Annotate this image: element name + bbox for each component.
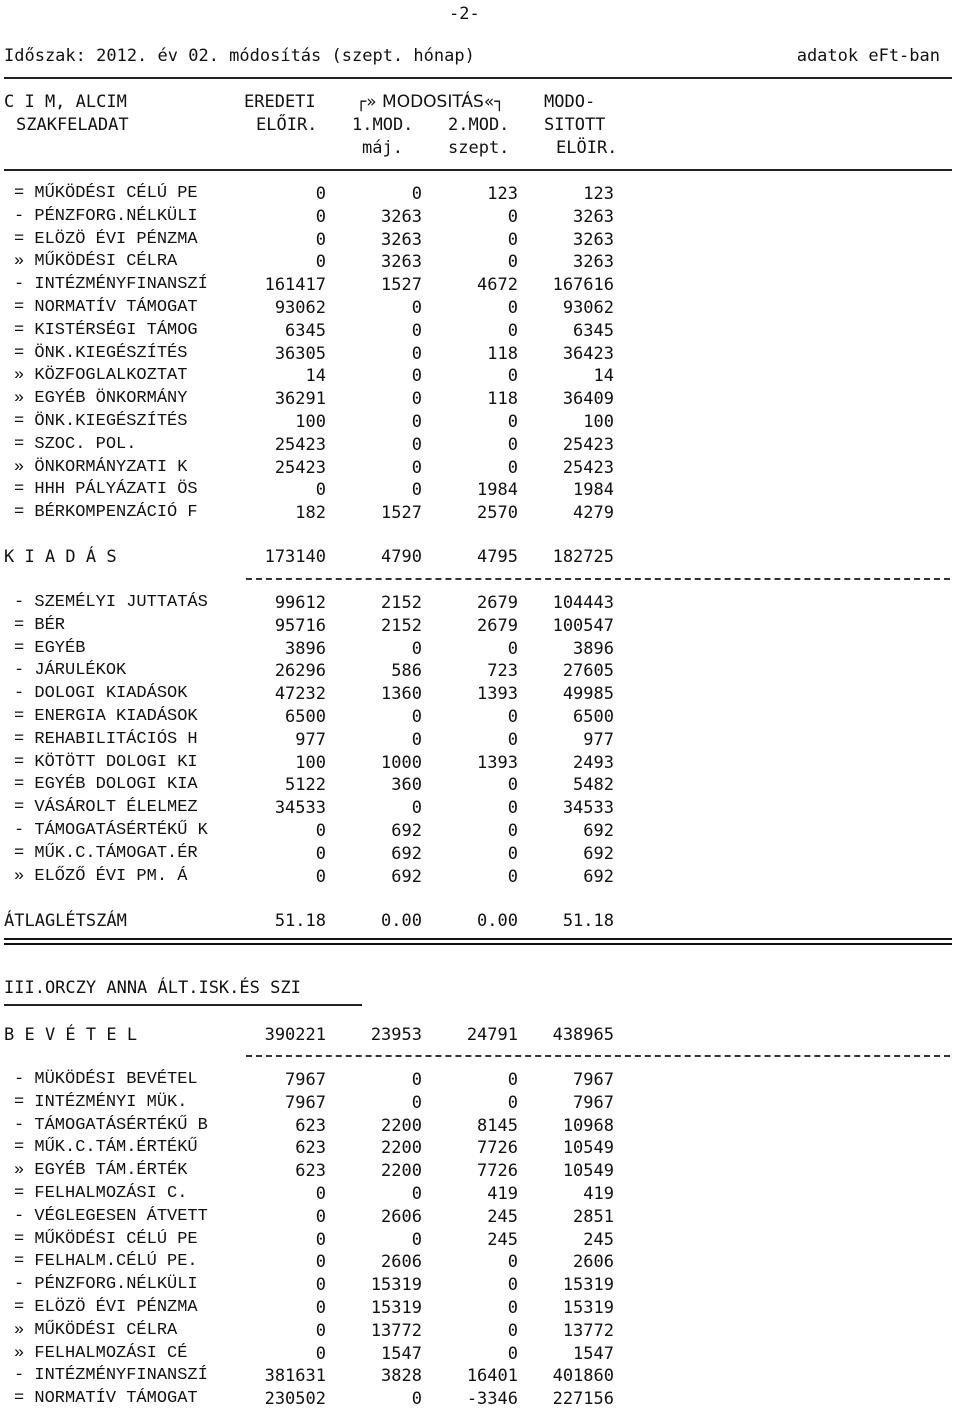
row-eredeti: 93062 <box>274 298 326 318</box>
row-modositott: 692 <box>583 866 614 887</box>
row-label: = ENERGIA KIADÁSOK <box>14 707 198 726</box>
row-mod2: 245 <box>487 1206 518 1227</box>
row-mod1: 3263 <box>381 252 422 273</box>
row-mod2: 723 <box>487 661 518 682</box>
header-modo: MODO- <box>544 92 596 112</box>
row-label: = BÉR <box>14 615 66 635</box>
header-szakfeladat: SZAKFELADAT <box>16 115 129 135</box>
row-eredeti: 0 <box>315 252 326 273</box>
row-mod1: 360 <box>391 775 422 796</box>
row-eredeti: 25423 <box>274 457 326 478</box>
row-mod2: 0 <box>507 821 518 841</box>
row-mod1: 0 <box>411 412 422 432</box>
table-row <box>0 1229 960 1251</box>
row-eredeti: 6500 <box>285 707 326 727</box>
row-mod2: 1984 <box>477 480 518 501</box>
row-modositott: 15319 <box>562 1298 614 1318</box>
header-rule <box>4 169 952 171</box>
row-mod1: 0 <box>411 1389 422 1410</box>
row-modositott: 7967 <box>573 1070 614 1090</box>
row-label: » FELHALMOZÁSI CÉ <box>14 1343 188 1363</box>
atlag-mod1: 0.00 <box>381 911 422 931</box>
row-label: - INTÉZMÉNYFINANSZÍ <box>14 275 208 295</box>
row-mod2: 0 <box>507 366 518 387</box>
row-eredeti: 623 <box>295 1161 326 1182</box>
row-mod2: 123 <box>487 184 518 204</box>
header-eloir: ELŐIR. <box>256 115 318 135</box>
row-label: = VÁSÁROLT ÉLELMEZ <box>14 798 198 818</box>
kiadas-row <box>0 546 960 568</box>
row-eredeti: 0 <box>315 1320 326 1341</box>
section2-title: III.ORCZY ANNA ÁLT.ISK.ÉS SZI <box>4 978 301 998</box>
row-label: = KÖTÖTT DOLOGI KI <box>14 752 198 772</box>
row-eredeti: 100 <box>295 412 326 432</box>
header-eloir-2: ELÖIR. <box>556 138 618 158</box>
row-label: = FELHALMOZÁSI C. <box>14 1184 188 1203</box>
row-label: » EGYÉB ÖNKORMÁNY <box>14 389 188 409</box>
row-mod2: 0 <box>507 1252 518 1273</box>
row-mod1: 1360 <box>381 684 422 705</box>
table-row <box>0 1160 960 1182</box>
table-row <box>0 866 960 888</box>
row-modositott: 2606 <box>573 1252 614 1273</box>
table-row <box>0 274 960 296</box>
row-mod2: 8145 <box>477 1115 518 1136</box>
row-eredeti: 0 <box>315 184 326 204</box>
row-label: - MÜKÖDÉSI BEVÉTEL <box>14 1070 198 1089</box>
row-eredeti: 36291 <box>274 389 326 410</box>
table-row <box>0 820 960 842</box>
row-eredeti: 0 <box>315 1343 326 1364</box>
row-label: = NORMATÍV TÁMOGAT <box>14 1389 198 1409</box>
table-row <box>0 365 960 387</box>
row-mod2: 2679 <box>477 593 518 613</box>
row-mod2: 0 <box>507 457 518 478</box>
kiadas-modositott: 182725 <box>552 547 614 567</box>
row-mod1: 2200 <box>381 1161 422 1182</box>
row-eredeti: 25423 <box>274 434 326 455</box>
row-mod2: 0 <box>507 729 518 750</box>
row-mod1: 15319 <box>370 1298 422 1318</box>
row-label: = BÉRKOMPENZÁCIÓ F <box>14 503 198 523</box>
row-label: = MŰK.C.TÁM.ÉRTÉKŰ <box>14 1138 198 1158</box>
double-rule <box>4 938 952 945</box>
row-mod1: 3263 <box>381 229 422 250</box>
row-label: = HHH PÁLYÁZATI ÖS <box>14 480 198 500</box>
row-eredeti: 0 <box>315 229 326 250</box>
row-mod1: 15319 <box>370 1275 422 1296</box>
row-mod1: 692 <box>391 821 422 841</box>
row-mod2: 0 <box>507 798 518 819</box>
row-mod2: 0 <box>507 843 518 864</box>
row-mod1: 0 <box>411 1229 422 1250</box>
row-modositott: 13772 <box>562 1320 614 1341</box>
row-mod1: 0 <box>411 320 422 341</box>
row-eredeti: 14 <box>305 366 326 387</box>
atlag-row <box>0 910 960 932</box>
row-eredeti: 230502 <box>264 1389 326 1410</box>
row-label: = SZOC. POL. <box>14 434 137 454</box>
row-label: = EGYÉB DOLOGI KIA <box>14 775 198 795</box>
row-label: = MŰK.C.TÁMOGAT.ÉR <box>14 843 198 863</box>
row-mod2: 0 <box>507 320 518 341</box>
header-mod1-month: máj. <box>362 138 403 158</box>
row-eredeti: 0 <box>315 843 326 864</box>
table-row <box>0 502 960 524</box>
row-mod1: 0 <box>411 457 422 478</box>
row-mod1: 0 <box>411 1184 422 1204</box>
header-mod2: 2.MOD. <box>448 115 510 135</box>
row-eredeti: 36305 <box>274 343 326 364</box>
row-mod2: 118 <box>487 389 518 410</box>
row-label: - TÁMOGATÁSÉRTÉKŰ K <box>14 821 208 840</box>
row-eredeti: 47232 <box>274 684 326 705</box>
row-mod1: 2606 <box>381 1252 422 1273</box>
atlag-eredeti: 51.18 <box>274 911 326 931</box>
table-row <box>0 457 960 479</box>
table-row <box>0 343 960 365</box>
table-row <box>0 592 960 614</box>
atlag-label: ÁTLAGLÉTSZÁM <box>4 911 127 931</box>
row-eredeti: 26296 <box>274 661 326 682</box>
row-eredeti: 0 <box>315 1229 326 1250</box>
row-mod2: 4672 <box>477 275 518 296</box>
row-mod1: 2200 <box>381 1115 422 1136</box>
row-mod1: 1547 <box>381 1343 422 1364</box>
row-eredeti: 0 <box>315 821 326 841</box>
row-mod1: 0 <box>411 1070 422 1090</box>
row-eredeti: 99612 <box>274 593 326 613</box>
bevetel-label: B E V É T E L <box>4 1025 138 1045</box>
header-cim: C I M, ALCIM <box>4 92 127 112</box>
row-mod2: 1393 <box>477 684 518 705</box>
row-label: = ELÖZÖ ÉVI PÉNZMA <box>14 229 198 249</box>
row-label: = ÖNK.KIEGÉSZÍTÉS <box>14 412 188 431</box>
table-row <box>0 638 960 660</box>
row-mod1: 0 <box>411 638 422 659</box>
row-modositott: 100547 <box>552 615 614 636</box>
header-sitott: SITOTT <box>544 115 606 135</box>
table-row <box>0 752 960 774</box>
row-mod1: 0 <box>411 1092 422 1113</box>
row-eredeti: 0 <box>315 1184 326 1204</box>
row-mod2: 2570 <box>477 503 518 524</box>
row-modositott: 34533 <box>562 798 614 819</box>
row-mod1: 1000 <box>381 752 422 773</box>
row-modositott: 49985 <box>562 684 614 705</box>
row-eredeti: 0 <box>315 206 326 227</box>
row-eredeti: 381631 <box>264 1366 326 1387</box>
row-label: = ÖNK.KIEGÉSZÍTÉS <box>14 343 188 363</box>
header-mod2-month: szept. <box>448 138 510 158</box>
row-modositott: 1547 <box>573 1343 614 1364</box>
table-row <box>0 1297 960 1319</box>
table-row <box>0 797 960 819</box>
row-mod1: 3828 <box>381 1366 422 1387</box>
row-mod1: 1527 <box>381 275 422 296</box>
row-modositott: 14 <box>593 366 614 387</box>
row-modositott: 10549 <box>562 1138 614 1159</box>
row-modositott: 36423 <box>562 343 614 364</box>
row-mod1: 0 <box>411 389 422 410</box>
table-row <box>0 251 960 273</box>
row-label: = REHABILITÁCIÓS H <box>14 729 198 749</box>
row-eredeti: 977 <box>295 729 326 750</box>
row-mod1: 0 <box>411 343 422 364</box>
row-modositott: 2493 <box>573 752 614 773</box>
row-eredeti: 623 <box>295 1115 326 1136</box>
row-modositott: 10549 <box>562 1161 614 1182</box>
row-mod1: 0 <box>411 480 422 501</box>
row-mod2: 16401 <box>466 1366 518 1387</box>
row-modositott: 167616 <box>552 275 614 296</box>
row-mod1: 692 <box>391 866 422 887</box>
table-row <box>0 206 960 228</box>
table-row <box>0 1183 960 1205</box>
row-eredeti: 100 <box>295 752 326 773</box>
row-mod1: 3263 <box>381 206 422 227</box>
row-mod2: 0 <box>507 1320 518 1341</box>
row-mod2: 0 <box>507 866 518 887</box>
row-modositott: 27605 <box>562 661 614 682</box>
section2-underline <box>4 1004 362 1006</box>
table-row <box>0 434 960 456</box>
row-label: = FELHALM.CÉLÚ PE. <box>14 1252 198 1272</box>
table-row <box>0 388 960 410</box>
row-mod2: 419 <box>487 1184 518 1204</box>
row-mod2: 1393 <box>477 752 518 773</box>
row-eredeti: 623 <box>295 1138 326 1159</box>
row-eredeti: 0 <box>315 1252 326 1273</box>
row-mod2: 0 <box>507 1092 518 1113</box>
row-label: » MŰKÖDÉSI CÉLRA <box>14 1320 178 1340</box>
dashed-rule-1 <box>246 578 950 580</box>
row-mod2: 0 <box>507 434 518 455</box>
row-eredeti: 7967 <box>285 1092 326 1113</box>
row-modositott: 5482 <box>573 775 614 796</box>
table-row <box>0 411 960 433</box>
row-mod2: 0 <box>507 229 518 250</box>
row-mod2: 118 <box>487 343 518 364</box>
row-label: - DOLOGI KIADÁSOK <box>14 684 188 704</box>
row-label: = NORMATÍV TÁMOGAT <box>14 298 198 317</box>
row-label: = MŰKÖDÉSI CÉLÚ PE <box>14 184 198 203</box>
row-eredeti: 7967 <box>285 1070 326 1090</box>
row-eredeti: 182 <box>295 503 326 524</box>
row-modositott: 1984 <box>573 480 614 501</box>
row-eredeti: 6345 <box>285 320 326 341</box>
row-eredeti: 34533 <box>274 798 326 819</box>
row-eredeti: 0 <box>315 1206 326 1227</box>
bevetel-eredeti: 390221 <box>264 1025 326 1045</box>
row-label: » ELŐZŐ ÉVI PM. Á <box>14 866 188 886</box>
row-modositott: 36409 <box>562 389 614 410</box>
row-mod1: 0 <box>411 729 422 750</box>
row-mod1: 2606 <box>381 1206 422 1227</box>
row-mod1: 2200 <box>381 1138 422 1159</box>
row-modositott: 2851 <box>573 1206 614 1227</box>
row-eredeti: 95716 <box>274 615 326 636</box>
row-modositott: 401860 <box>552 1366 614 1387</box>
table-row <box>0 1343 960 1365</box>
row-mod1: 0 <box>411 298 422 318</box>
row-modositott: 25423 <box>562 434 614 455</box>
row-mod2: 0 <box>507 298 518 318</box>
row-mod2: 0 <box>507 638 518 659</box>
row-eredeti: 3896 <box>285 638 326 659</box>
row-modositott: 3896 <box>573 638 614 659</box>
table-row <box>0 774 960 796</box>
header-modositas: ┌» MODOSITÁS«┐ <box>356 92 505 112</box>
atlag-modositott: 51.18 <box>562 911 614 931</box>
row-modositott: 245 <box>583 1229 614 1250</box>
row-label: - PÉNZFORG.NÉLKÜLI <box>14 1275 198 1295</box>
table-row <box>0 1388 960 1410</box>
row-modositott: 227156 <box>552 1389 614 1410</box>
row-mod2: 0 <box>507 1343 518 1364</box>
kiadas-label: K I A D Á S <box>4 547 117 567</box>
row-mod1: 0 <box>411 707 422 727</box>
row-eredeti: 0 <box>315 1275 326 1296</box>
kiadas-mod2: 4795 <box>477 547 518 567</box>
row-mod2: 245 <box>487 1229 518 1250</box>
row-label: - JÁRULÉKOK <box>14 661 127 681</box>
row-modositott: 692 <box>583 843 614 864</box>
bevetel-row <box>0 1024 960 1046</box>
row-modositott: 3263 <box>573 229 614 250</box>
table-row <box>0 1365 960 1387</box>
table-row <box>0 615 960 637</box>
row-modositott: 692 <box>583 821 614 841</box>
row-modositott: 3263 <box>573 252 614 273</box>
row-mod2: 0 <box>507 775 518 796</box>
header-eredeti: EREDETI <box>244 92 316 112</box>
row-mod1: 586 <box>391 661 422 682</box>
row-eredeti: 0 <box>315 480 326 501</box>
row-mod2: 7726 <box>477 1161 518 1182</box>
table-row <box>0 183 960 205</box>
row-modositott: 977 <box>583 729 614 750</box>
bevetel-mod1: 23953 <box>370 1025 422 1045</box>
period-heading: Időszak: 2012. év 02. módosítás (szept. hónap) <box>4 46 475 66</box>
row-mod1: 0 <box>411 366 422 387</box>
row-mod2: 0 <box>507 1070 518 1090</box>
row-mod2: 0 <box>507 1298 518 1318</box>
row-modositott: 7967 <box>573 1092 614 1113</box>
table-row <box>0 1115 960 1137</box>
row-modositott: 3263 <box>573 206 614 227</box>
row-modositott: 10968 <box>562 1115 614 1136</box>
table-row <box>0 660 960 682</box>
row-label: » EGYÉB TÁM.ÉRTÉK <box>14 1161 188 1181</box>
row-mod2: -3346 <box>466 1389 518 1410</box>
row-eredeti: 0 <box>315 1298 326 1318</box>
row-label: - SZEMÉLYI JUTTATÁS <box>14 593 208 612</box>
row-label: = KISTÉRSÉGI TÁMOG <box>14 320 198 340</box>
row-modositott: 25423 <box>562 457 614 478</box>
row-modositott: 123 <box>583 184 614 204</box>
table-row <box>0 729 960 751</box>
row-mod1: 0 <box>411 434 422 455</box>
unit-note: adatok eFt-ban <box>796 46 940 66</box>
row-mod1: 692 <box>391 843 422 864</box>
row-label: = ELÖZÖ ÉVI PÉNZMA <box>14 1298 198 1317</box>
dashed-rule-2 <box>246 1055 950 1057</box>
row-modositott: 6500 <box>573 707 614 727</box>
row-mod2: 0 <box>507 1275 518 1296</box>
row-mod1: 2152 <box>381 593 422 613</box>
row-label: - VÉGLEGESEN ÁTVETT <box>14 1206 208 1226</box>
row-eredeti: 0 <box>315 866 326 887</box>
table-row <box>0 1206 960 1228</box>
row-label: - INTÉZMÉNYFINANSZÍ <box>14 1366 208 1386</box>
row-modositott: 4279 <box>573 503 614 524</box>
row-mod2: 2679 <box>477 615 518 636</box>
table-row <box>0 683 960 705</box>
kiadas-mod1: 4790 <box>381 547 422 567</box>
atlag-mod2: 0.00 <box>477 911 518 931</box>
header-mod1: 1.MOD. <box>352 115 414 135</box>
row-label: » KÖZFOGLALKOZTAT <box>14 366 188 386</box>
top-rule <box>4 77 952 79</box>
row-modositott: 104443 <box>552 593 614 613</box>
row-label: = EGYÉB <box>14 638 86 658</box>
row-label: - PÉNZFORG.NÉLKÜLI <box>14 206 198 226</box>
table-row <box>0 320 960 342</box>
row-mod2: 0 <box>507 707 518 727</box>
row-mod1: 13772 <box>370 1320 422 1341</box>
row-mod1: 2152 <box>381 615 422 636</box>
row-modositott: 100 <box>583 412 614 432</box>
table-row <box>0 706 960 728</box>
table-row <box>0 1320 960 1342</box>
row-eredeti: 5122 <box>285 775 326 796</box>
table-row <box>0 1251 960 1273</box>
row-modositott: 419 <box>583 1184 614 1204</box>
table-row <box>0 229 960 251</box>
row-modositott: 93062 <box>562 298 614 318</box>
bevetel-mod2: 24791 <box>466 1025 518 1045</box>
row-label: = MŰKÖDÉSI CÉLÚ PE <box>14 1229 198 1249</box>
table-row <box>0 297 960 319</box>
row-eredeti: 161417 <box>264 275 326 296</box>
row-label: » ÖNKORMÁNYZATI K <box>14 457 188 477</box>
row-label: - TÁMOGATÁSÉRTÉKŰ B <box>14 1115 208 1135</box>
row-modositott: 15319 <box>562 1275 614 1296</box>
table-row <box>0 1069 960 1091</box>
row-mod2: 0 <box>507 412 518 432</box>
row-modositott: 6345 <box>573 320 614 341</box>
row-label: » MŰKÖDÉSI CÉLRA <box>14 252 178 272</box>
table-row <box>0 479 960 501</box>
row-mod1: 0 <box>411 184 422 204</box>
bevetel-modositott: 438965 <box>552 1025 614 1045</box>
kiadas-eredeti: 173140 <box>264 547 326 567</box>
row-label: = INTÉZMÉNYI MÜK. <box>14 1092 188 1112</box>
table-row <box>0 1092 960 1114</box>
page-number: -2- <box>449 4 480 24</box>
row-mod2: 0 <box>507 206 518 227</box>
row-mod2: 0 <box>507 252 518 273</box>
row-mod2: 7726 <box>477 1138 518 1159</box>
table-row <box>0 1274 960 1296</box>
row-mod1: 0 <box>411 798 422 819</box>
table-row <box>0 843 960 865</box>
table-row <box>0 1137 960 1159</box>
row-mod1: 1527 <box>381 503 422 524</box>
